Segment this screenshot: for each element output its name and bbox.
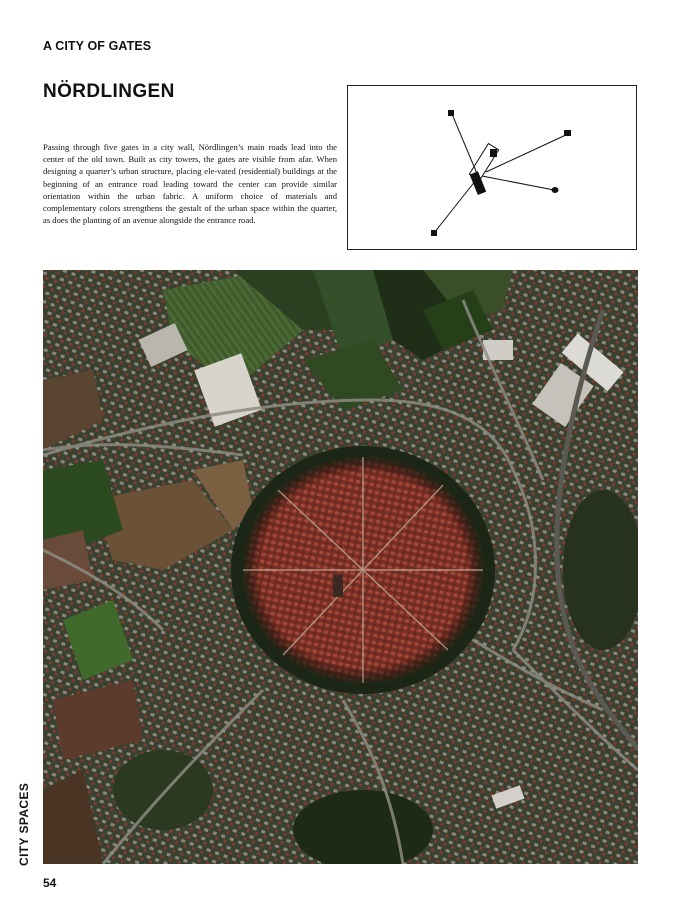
aerial-photo-noerdlingen-icon [43, 270, 638, 864]
page-title: NÖRDLINGEN [43, 81, 175, 102]
side-section-label: CITY SPACES [17, 782, 31, 866]
gate-roads-diagram-icon [348, 86, 636, 249]
body-paragraph: Passing through five gates in a city wall, Nördlingen’s main roads lead into the center of the old town. Built as city towers, the gates are visible from afar. When designing a quarter’s urban structure, placing ele-vated (residential) buildings at the beginning of an entrance road leading toward the center can provide similar orientation within the urban fabric. A uniform choice of materials and complementary colors strengthens the gestalt of the urban space within the quarter, as does the planting of an avenue alongside the entrance road. [43, 142, 337, 226]
section-kicker: A CITY OF GATES [43, 39, 152, 53]
page-number: 54 [43, 876, 57, 890]
gate-diagram [347, 85, 637, 250]
aerial-photo [43, 270, 638, 864]
